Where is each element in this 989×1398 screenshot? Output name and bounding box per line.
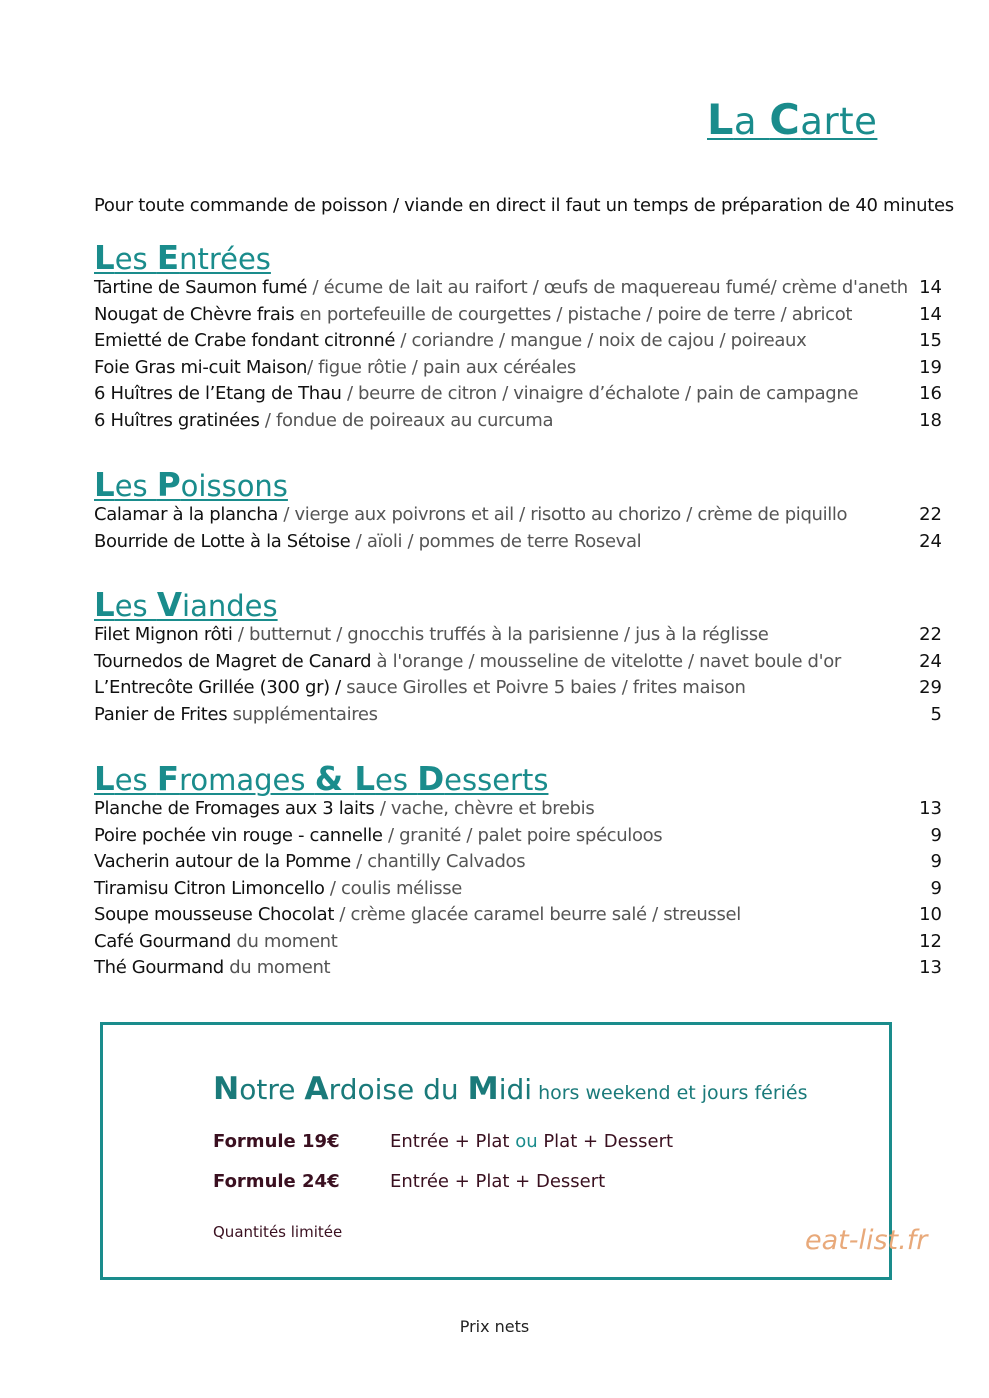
dish-price: 24 xyxy=(919,530,942,552)
menu-item xyxy=(94,823,942,850)
dish-price: 10 xyxy=(919,904,942,925)
menu-item xyxy=(94,302,942,329)
ardoise-title xyxy=(213,1071,808,1107)
menu-item xyxy=(94,649,942,676)
dish-detail: en portefeuille de courgettes / pistache / poire de terre / abricot xyxy=(294,303,853,325)
dish-price: 16 xyxy=(919,383,942,404)
menu-item xyxy=(94,502,942,529)
dish-name: Soupe mousseuse Chocolat xyxy=(94,904,335,925)
dish-detail: à l'orange / mousseline de vitelotte / navet boule d'or xyxy=(371,650,841,672)
menu-item xyxy=(94,381,942,408)
title-initial: M xyxy=(467,1071,499,1107)
title-initial: L xyxy=(94,586,115,624)
formula-desc xyxy=(390,1131,673,1152)
title-initial: D xyxy=(417,760,445,798)
dish-name: Tartine de Saumon fumé xyxy=(94,277,308,298)
formula-label: Formule 24€ xyxy=(213,1171,340,1192)
dish-price: 9 xyxy=(930,877,942,899)
dish-price: 14 xyxy=(919,303,942,325)
title-part: es xyxy=(114,763,157,797)
title-initial: P xyxy=(156,466,181,504)
section-title xyxy=(94,241,942,275)
watermark: eat-list.fr xyxy=(805,1225,928,1256)
title-initial: L xyxy=(94,466,115,504)
menu-item xyxy=(94,275,942,302)
dish-name: Filet Mignon rôti xyxy=(94,624,233,645)
section-title xyxy=(94,762,942,796)
dish-detail: / butternut / gnocchis truffés à la parisienne / jus à la réglisse xyxy=(232,624,769,645)
title-initial: L xyxy=(94,239,115,277)
title-initial: L xyxy=(354,760,376,798)
menu-item xyxy=(94,529,942,556)
section-title xyxy=(94,588,942,622)
menu-item xyxy=(94,675,942,702)
dish-detail: / vierge aux poivrons et ail / risotto au chorizo / crème de piquillo xyxy=(278,504,848,525)
menu-item xyxy=(94,702,942,729)
dish-detail: supplémentaires xyxy=(227,703,378,725)
title-part: idi xyxy=(498,1073,533,1106)
formula-or: ou xyxy=(515,1131,538,1152)
dish-detail: / aïoli / pommes de terre Roseval xyxy=(350,530,642,552)
ardoise-note: hors weekend et jours fériés xyxy=(538,1082,808,1104)
dish-detail: / coriandre / mangue / noix de cajou / poireaux xyxy=(395,330,807,351)
menu-item xyxy=(94,849,942,876)
page-title xyxy=(707,96,877,144)
dish-price: 22 xyxy=(919,624,942,645)
menu-item xyxy=(94,929,942,956)
dish-name: Foie Gras mi-cuit Maison xyxy=(94,356,308,378)
title-part: iandes xyxy=(182,589,278,623)
dish-price: 5 xyxy=(930,703,942,725)
formula-desc xyxy=(390,1171,605,1192)
menu-item xyxy=(94,408,942,435)
ardoise-box xyxy=(100,1022,928,1280)
menu-items xyxy=(94,275,942,434)
dish-detail: / écume de lait au raifort / œufs de maquereau fumé/ crème d'aneth xyxy=(307,277,908,298)
dish-detail: sauce Girolles et Poivre 5 baies / frites maison xyxy=(340,677,746,698)
dish-detail: / chantilly Calvados xyxy=(350,851,526,872)
title-part: romages xyxy=(179,763,315,797)
title-part-rest: arte xyxy=(800,100,878,143)
dish-price: 22 xyxy=(919,504,942,525)
title-initial: A xyxy=(304,1071,329,1107)
dish-price: 13 xyxy=(919,798,942,819)
dish-name: Tournedos de Magret de Canard xyxy=(94,650,372,672)
section-viandes xyxy=(94,588,942,728)
dish-detail: / fondue de poireaux au curcuma xyxy=(259,409,554,431)
dish-name: Emietté de Crabe fondant citronné xyxy=(94,330,396,351)
dish-name: Vacherin autour de la Pomme xyxy=(94,851,351,872)
dish-name: Bourride de Lotte à la Sétoise xyxy=(94,530,351,552)
dish-name: Café Gourmand xyxy=(94,930,232,952)
formula-label: Formule 19€ xyxy=(213,1131,340,1152)
menu-item xyxy=(94,876,942,903)
menu-item xyxy=(94,796,942,823)
formula-desc-a: Entrée + Plat + Dessert xyxy=(390,1171,606,1192)
menu-items xyxy=(94,502,942,555)
title-part: es xyxy=(375,763,418,797)
dish-price: 19 xyxy=(919,356,942,378)
dish-price: 9 xyxy=(930,824,942,846)
title-part: oissons xyxy=(180,469,288,503)
dish-price: 14 xyxy=(919,277,942,298)
preparation-notice: Pour toute commande de poisson / viande en direct il faut un temps de préparation de 40 minutes xyxy=(94,195,954,216)
dish-detail: / crème glacée caramel beurre salé / streussel xyxy=(334,904,741,925)
dish-name: Tiramisu Citron Limoncello xyxy=(94,877,325,899)
menu-item xyxy=(94,355,942,382)
formula-desc-a: Entrée + Plat xyxy=(390,1131,516,1152)
title-part: esserts xyxy=(444,763,549,797)
title-part: a xyxy=(733,100,770,143)
title-initial: E xyxy=(156,239,180,277)
limited-quantities-note: Quantités limitée xyxy=(213,1223,343,1241)
dish-detail: / coulis mélisse xyxy=(324,877,462,899)
dish-price: 24 xyxy=(919,650,942,672)
menu-item xyxy=(94,902,942,929)
title-initial: N xyxy=(213,1071,240,1107)
title-initial-c: C xyxy=(769,96,801,144)
dish-price: 12 xyxy=(919,930,942,952)
title-part: es xyxy=(114,469,157,503)
title-part: ntrées xyxy=(179,242,271,276)
dish-price: 29 xyxy=(919,677,942,698)
dish-name: Thé Gourmand xyxy=(94,957,224,978)
menu-item xyxy=(94,622,942,649)
dish-name: Planche de Fromages aux 3 laits xyxy=(94,798,375,819)
title-part: otre xyxy=(239,1073,305,1106)
dish-detail: / granité / palet poire spéculoos xyxy=(382,824,663,846)
formula-desc-b: Plat + Dessert xyxy=(537,1131,674,1152)
menu-item xyxy=(94,328,942,355)
dish-name: Calamar à la plancha xyxy=(94,504,279,525)
dish-price: 13 xyxy=(919,957,942,978)
section-entrees xyxy=(94,241,942,434)
title-part: rdoise du xyxy=(328,1073,468,1106)
dish-name: Poire pochée vin rouge - cannelle xyxy=(94,824,383,846)
prices-note: Prix nets xyxy=(459,1317,530,1336)
title-part: es xyxy=(114,589,157,623)
section-fromages-desserts xyxy=(94,762,942,982)
title-initial: F xyxy=(156,760,180,798)
title-part: es xyxy=(114,242,157,276)
title-initial: L xyxy=(94,760,115,798)
section-poissons xyxy=(94,468,942,555)
dish-name: Nougat de Chèvre frais xyxy=(94,303,295,325)
menu-items xyxy=(94,796,942,982)
menu-item xyxy=(94,955,942,982)
dish-detail: du moment xyxy=(223,957,331,978)
dish-price: 18 xyxy=(919,409,942,431)
dish-detail: / vache, chèvre et brebis xyxy=(374,798,595,819)
dish-detail: / figue rôtie / pain aux céréales xyxy=(307,356,576,378)
dish-price: 9 xyxy=(930,851,942,872)
dish-detail: / beurre de citron / vinaigre d’échalote / pain de campagne xyxy=(341,383,859,404)
section-title xyxy=(94,468,942,502)
menu-items xyxy=(94,622,942,728)
dish-detail: du moment xyxy=(231,930,338,952)
dish-name: 6 Huîtres gratinées xyxy=(94,409,260,431)
title-initial: L xyxy=(707,96,734,144)
dish-name: 6 Huîtres de l’Etang de Thau xyxy=(94,383,342,404)
dish-name: L’Entrecôte Grillée (300 gr) / xyxy=(94,677,341,698)
title-initial: V xyxy=(156,586,183,624)
dish-price: 15 xyxy=(919,330,942,351)
dish-name: Panier de Frites xyxy=(94,703,228,725)
title-ampersand: & xyxy=(314,760,355,798)
